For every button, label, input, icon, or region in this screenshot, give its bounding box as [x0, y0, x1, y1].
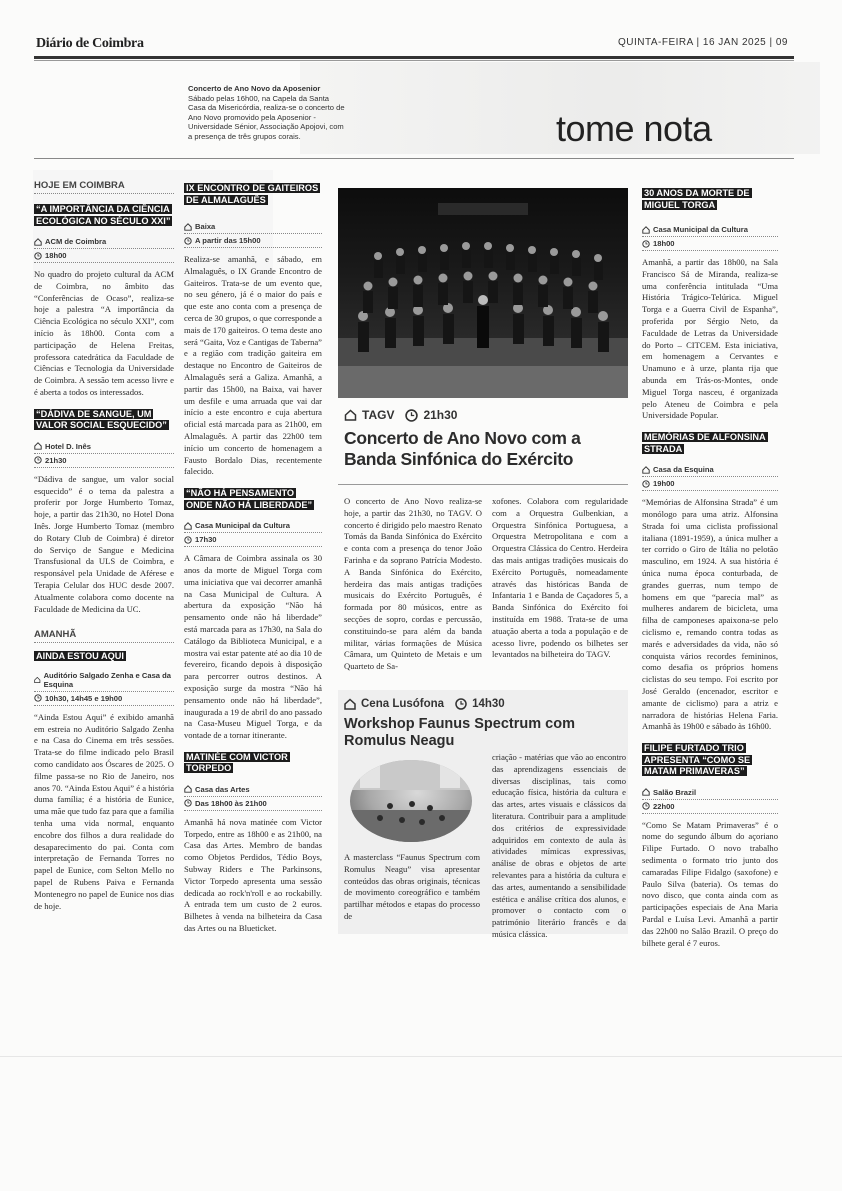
top-notice [188, 84, 348, 142]
venue-icon [344, 409, 357, 421]
feature2-title: Workshop Faunus Spectrum com Romulus Neagu [344, 716, 575, 749]
left-column [34, 180, 174, 912]
venue-name: Baixa [195, 222, 216, 231]
event-time: 21h30 [45, 455, 67, 465]
venue-icon [344, 698, 356, 710]
clock-icon [184, 536, 192, 544]
venue-icon [34, 442, 42, 450]
event-tag [184, 752, 322, 775]
event-time: A partir das 15h00 [195, 236, 261, 245]
event-tag-text: MATINÉE COM VICTOR TORPEDO [186, 751, 288, 774]
venue-row [184, 783, 322, 797]
clock-icon [34, 252, 42, 260]
article-body: Realiza-se amanhã, e sábado, em Almalaguês, o IX Grande Encontro de Gaiteiros. Trata-se de um evento que, no seu género, já é o maior do país e que este ano conta com a presença de cerca de 30 grupos, o que corresponde a mais de 170 gaiteiros. O tema deste ano será “Gaita, Voz e Cantigas de Taberna” e a região com tradição gaiteira em destaque no Encontro de Gaiteiros de Almalaguês será a Galiza. Amanhã, a partir das 15h00, na Baixa, vai haver um desfile e uma arruada que vai dar início a este encontro e cuja abertura oficial está marcada para as 21h00, em Almalaguês. A partir das 22h00 tem início um concerto de homenagem a Fausto Bordalo Dias, recentemente falecido. [184, 254, 322, 477]
venue-name: Hotel D. Inês [45, 441, 91, 451]
feature-title: Concerto de Ano Novo com a Banda Sinfónica do Exército [344, 428, 581, 469]
top-notice-body: Sábado pelas 16h00, na Capela da Santa Casa da Misericórdia, realiza-se o concerto de Ano Novo promovido pela Aposenior - Universidade Sénior, Associação Apojovi, com a presença de três grupos corais. [188, 93, 345, 141]
event-time: 19h00 [653, 479, 675, 489]
heading-tomorrow: AMANHÃ [34, 629, 174, 643]
article-body: Amanhã há nova matinée com Victor Torpedo, entre as 18h00 e as 21h00, na Casa das Artes. Membro de bandas como Objetos Perdidos, Tédio Boys, Subway Riders e The Parkinsons, Victor Torpedo apresenta uma sessão dedicada ao rock'n'roll e ao rockabilly. A entrada tem um custo de 2 euros. Bilhetes à venda na bilheteira da Casa das Artes ou na Blueticket. [184, 816, 322, 934]
feature-photo-orchestra [338, 188, 628, 398]
event-tag-text: AINDA ESTOU AQUI [36, 651, 124, 662]
clock-icon [184, 799, 192, 807]
feature2-venue: Cena Lusófona [361, 698, 445, 710]
article-body: “Como Se Matam Primaveras” é o nome do segundo álbum do açoriano Filipe Furtado. O novo trabalho sedimenta o formato trio junto dos camaradas Filipe Fidalgo (saxofone) e Paulo Silva (bateria). Os temas do novo disco, que conta ainda com as participações especiais de Ana Maria Pardal e Luísa Levi. Amanhã a partir das 22h00 no Salão Brazil. O preço do bilhete geral é 7 euros. [642, 819, 778, 948]
clock-icon [642, 802, 650, 810]
venue-row [642, 463, 778, 477]
workshop-illustration [350, 760, 472, 842]
venue-row [184, 220, 322, 234]
header-rule-thin [34, 60, 794, 61]
time-row [184, 797, 322, 811]
header-rule [34, 56, 794, 59]
venue-icon [184, 785, 192, 793]
time-row [642, 477, 778, 491]
venue-row [34, 669, 174, 692]
right-column [642, 188, 778, 949]
event-tag [184, 183, 322, 206]
venue-icon [184, 223, 192, 231]
venue-row [184, 519, 322, 533]
article-body: No quadro do projeto cultural da ACM de Coimbra, no âmbito das “Conferências de Ocaso”, realiza-se hoje a palestra “A importância da Ciência Ecológica no século XXI”, com início às 18h00. Conta com a participação de Helena Freitas, professora catedrática da Faculdade de Ciências e Tecnologia da Universidade de Coimbra. A sessão tem acesso livre e é aberta a todos os interessados. [34, 269, 174, 397]
venue-row [642, 786, 778, 800]
time-row [642, 237, 778, 251]
top-notice-title: Concerto de Ano Novo da Aposenior [188, 84, 321, 93]
section-title-rule [34, 158, 794, 159]
page-bottom-edge [0, 1056, 842, 1057]
article-body: A Câmara de Coimbra assinala os 30 anos da morte de Miguel Torga com uma iniciativa que vai decorrer amanhã na Casa Municipal de Cultura. A abertura da exposição “Não há pensamento onde não há liberdade” está marcada para as 17h30, na Sala do Catálogo da Biblioteca Municipal, e a mostra vai estar patente até ao dia 10 de fevereiro, ficando depois à disposição para percorrer outros destinos. A exposição surge da mostra “Não há pensamento onde não há liberdade”, inaugurada a 19 de abril do ano passado na Casa-Museu Miguel Torga, e da vontade de a tornar itinerante. [184, 553, 322, 741]
feature2-time: 14h30 [472, 698, 505, 710]
article-body: “Memórias de Alfonsina Strada” é um monólogo para uma atriz. Alfonsina Strada foi uma ciclista profissional italiana (1891-1959), a única mulher a ter corrido o Giro de Itália no pelotão masculino, em 1924. A sua história é única numa época conturbada, de grandes guerras, num tempo de homens em que “parecia mal” as mulheres andarem de bicicleta, uma filha de camponeses apaixona-se pelo ciclismo e, remando contra todas as marés e adversidades da vida, não só conquista vários recordes femininos, como desafia os próprios homens ciclistas do seu tempo. Foi escrito por José Geraldo (encenador, escritor e amante de ciclismo) para a atriz e narradora de histórias Helena Faria. Amanhã às 19h00 e sábado às 16h00. [642, 497, 778, 732]
event-time: Das 18h00 às 21h00 [195, 798, 267, 808]
page-date: QUINTA-FEIRA | 16 JAN 2025 | 09 [617, 37, 788, 48]
venue-icon [184, 522, 192, 530]
second-column [184, 183, 322, 935]
clock-icon [642, 240, 650, 248]
masthead-brand: Diário de Coimbra [36, 36, 144, 51]
event-tag [184, 488, 322, 511]
feature2-body-col2: criação - matérias que vão ao encontro das aprendizagens essenciais de diversas disciplinas, tais como educação física, história da cultura e das artes, artes visuais e clássicos da literatura. Contribuir para a amplitude dos critérios de expressividade adquiridos em contexto de aula às atividades mímicas expressivas, análise de obras e objetos de arte relevantes para a história da cultura e das artes, aumentando a sensibilidade estética e análise crítica dos alunos, e promover o contacto com o património literário francês e da música clássica. [492, 752, 626, 939]
feature-body-col1: O concerto de Ano Novo realiza-se hoje, a partir das 21h30, no TAGV. O concerto é dirigido pelo maestro Renato Tomás da Banda Sinfónica do Exército e conta com a presença do tenor João Farinha e da soprano Patrícia Modesto. A Banda Sinfónica do Exército, herdeira das mais antigas tradições musicais do Exército Português, é formada por 80 músicos, entre as secções de sopro, cordas e percussão, constituindo-se para além da banda militar, várias formações de Música Câmara, um Quinteto de Metais e um Quarteto de Sa- [344, 496, 482, 672]
event-tag-text: “NÃO HÁ PENSAMENTO ONDE NÃO HÁ LIBERDADE” [186, 488, 313, 510]
event-tag-text: 30 ANOS DA MORTE DE MIGUEL TORGA [644, 188, 750, 210]
feature-time: 21h30 [423, 408, 458, 422]
orchestra-illustration [338, 188, 628, 398]
event-tag [642, 188, 778, 211]
event-tag [642, 743, 778, 778]
venue-row [34, 235, 174, 249]
event-tag-text: IX ENCONTRO DE GAITEIROS DE ALMALAGUÊS [186, 183, 319, 205]
event-tag [642, 432, 778, 455]
feature-body-col2: xofones. Colabora com regularidade com a Orquestra Gulbenkian, a Orquestra Sinfónica Portuguesa, a Orquestra Metropolitana e com a Orquestra Clássica do Centro. Herdeira das mais antigas tradições musicais do Exército Português, nomeadamente através das históricas Banda de Infantaria 1 e Banda de Caçadores 5, a Banda Sinfónica do Exército foi instituída em 1988. Trata-se de uma atuação aberta a toda a população e de acesso livre, podendo os bilhetes ser levantados na bilheteira do TAGV. [492, 496, 628, 660]
clock-icon [642, 480, 650, 488]
event-time: 18h00 [45, 251, 67, 260]
event-tag [34, 651, 174, 663]
clock-icon [405, 409, 418, 422]
event-tag-text: MEMÓRIAS DE ALFONSINA STRADA [644, 432, 766, 454]
workshop-photo [350, 760, 472, 842]
time-row [184, 533, 322, 547]
venue-row [642, 223, 778, 237]
time-row [34, 249, 174, 263]
event-tag [34, 204, 174, 227]
venue-icon [642, 226, 650, 234]
event-tag-text: “DÁDIVA DE SANGUE, UM VALOR SOCIAL ESQUECIDO” [36, 408, 167, 431]
time-row [642, 800, 778, 814]
venue-name: Casa das Artes [195, 784, 250, 794]
clock-icon [455, 698, 467, 710]
feature-venue: TAGV [362, 408, 395, 422]
venue-name: Casa Municipal da Cultura [653, 225, 748, 234]
article-body: “Ainda Estou Aqui” é exibido amanhã em estreia no Auditório Salgado Zenha e na Casa do Cinema em três sessões. Trata-se do filme indicado pelo Brasil como candidato aos Óscares de 2025. O filme passa-se no Rio de Janeiro, nos anos 70. “Ainda Estou Aqui” é a história duma família; é a história de Eunice, uma mãe que tudo faz para que a família tenha uma vida normal, enquanto encobre dos filhos a dura realidade do desaparecimento do pai. Conta com interpretação de Fernanda Torres no papel de Eunice, com Selton Mello no papel de Rubens Paiva e Fernanda Montenegro no papel de Eunice nos dias de hoje. [34, 711, 174, 911]
clock-icon [184, 237, 192, 245]
venue-name: Salão Brazil [653, 787, 697, 797]
time-row [34, 454, 174, 468]
venue-icon [34, 238, 42, 246]
venue-icon [642, 788, 650, 796]
article-body: Amanhã, a partir das 18h00, na Sala Francisco Sá de Miranda, realiza-se uma conferência intitulada “Uma História Trágico-Telúrica. Miguel Torga e a Guerra Civil de Espanha”, proferida por Sérgio Neto, da Faculdade de Letras da Universidade do Porto – CITCEM. Esta iniciativa, em homenagem a Cervantes e Unamuno e à urze, planta rija que abunda em Trás-os-Montes, onde Miguel Torga nasceu, é organizada pelo Ateneu de Coimbra e pela Universidade Popular. [642, 257, 778, 421]
event-tag [34, 409, 174, 432]
event-time: 17h30 [195, 535, 217, 545]
section-title: tome nota [556, 108, 712, 149]
article-body: “Dádiva de sangue, um valor social esquecido” é o tema da palestra a proferir por Jorge Humberto Tomaz, hoje, a partir das 21h30, no Hotel Dona Inês. Jorge Humberto Tomaz (membro do Rotary Club de Coimbra) é diretor do Serviço de Sangue e Medicina Transfusional da ULS de Coimbra, e responsável pela Unidade de Aférese e Terapia Celular dos HUC desde 2007. Atualmente colabora como docente na Faculdade de Medicina da UC. [34, 473, 174, 614]
clock-icon [34, 694, 42, 702]
venue-row [34, 440, 174, 454]
heading-today: HOJE EM COIMBRA [34, 180, 174, 194]
event-tag-text: “A IMPORTÂNCIA DA CIÊNCIA ECOLÓGICA NO SÉCULO XXI” [36, 204, 171, 226]
event-tag-text: FILIPE FURTADO TRIO APRESENTA “COMO SE MATAM PRIMAVERAS” [644, 743, 751, 777]
feature2-body-col1: A masterclass “Faunus Spectrum com Romulus Neagu” visa apresentar conteúdos das obras originais, técnicas de movimento coreográfico e também partilhar métodos e etapas do processo de [344, 852, 480, 921]
venue-icon [642, 466, 650, 474]
time-row [184, 234, 322, 248]
venue-icon [34, 676, 41, 684]
venue-name: ACM de Coimbra [45, 237, 107, 246]
event-time: 10h30, 14h45 e 19h00 [45, 693, 123, 703]
event-time: 18h00 [653, 239, 675, 248]
feature2-venue-row [344, 698, 505, 710]
venue-name: Auditório Salgado Zenha e Casa da Esquina [43, 670, 171, 689]
time-row [34, 692, 174, 706]
event-time: 22h00 [653, 801, 675, 811]
venue-name: Casa Municipal da Cultura [195, 521, 290, 531]
clock-icon [34, 456, 42, 464]
feature-venue-row [344, 408, 457, 422]
feature-rule [338, 484, 628, 485]
venue-name: Casa da Esquina [653, 465, 714, 475]
